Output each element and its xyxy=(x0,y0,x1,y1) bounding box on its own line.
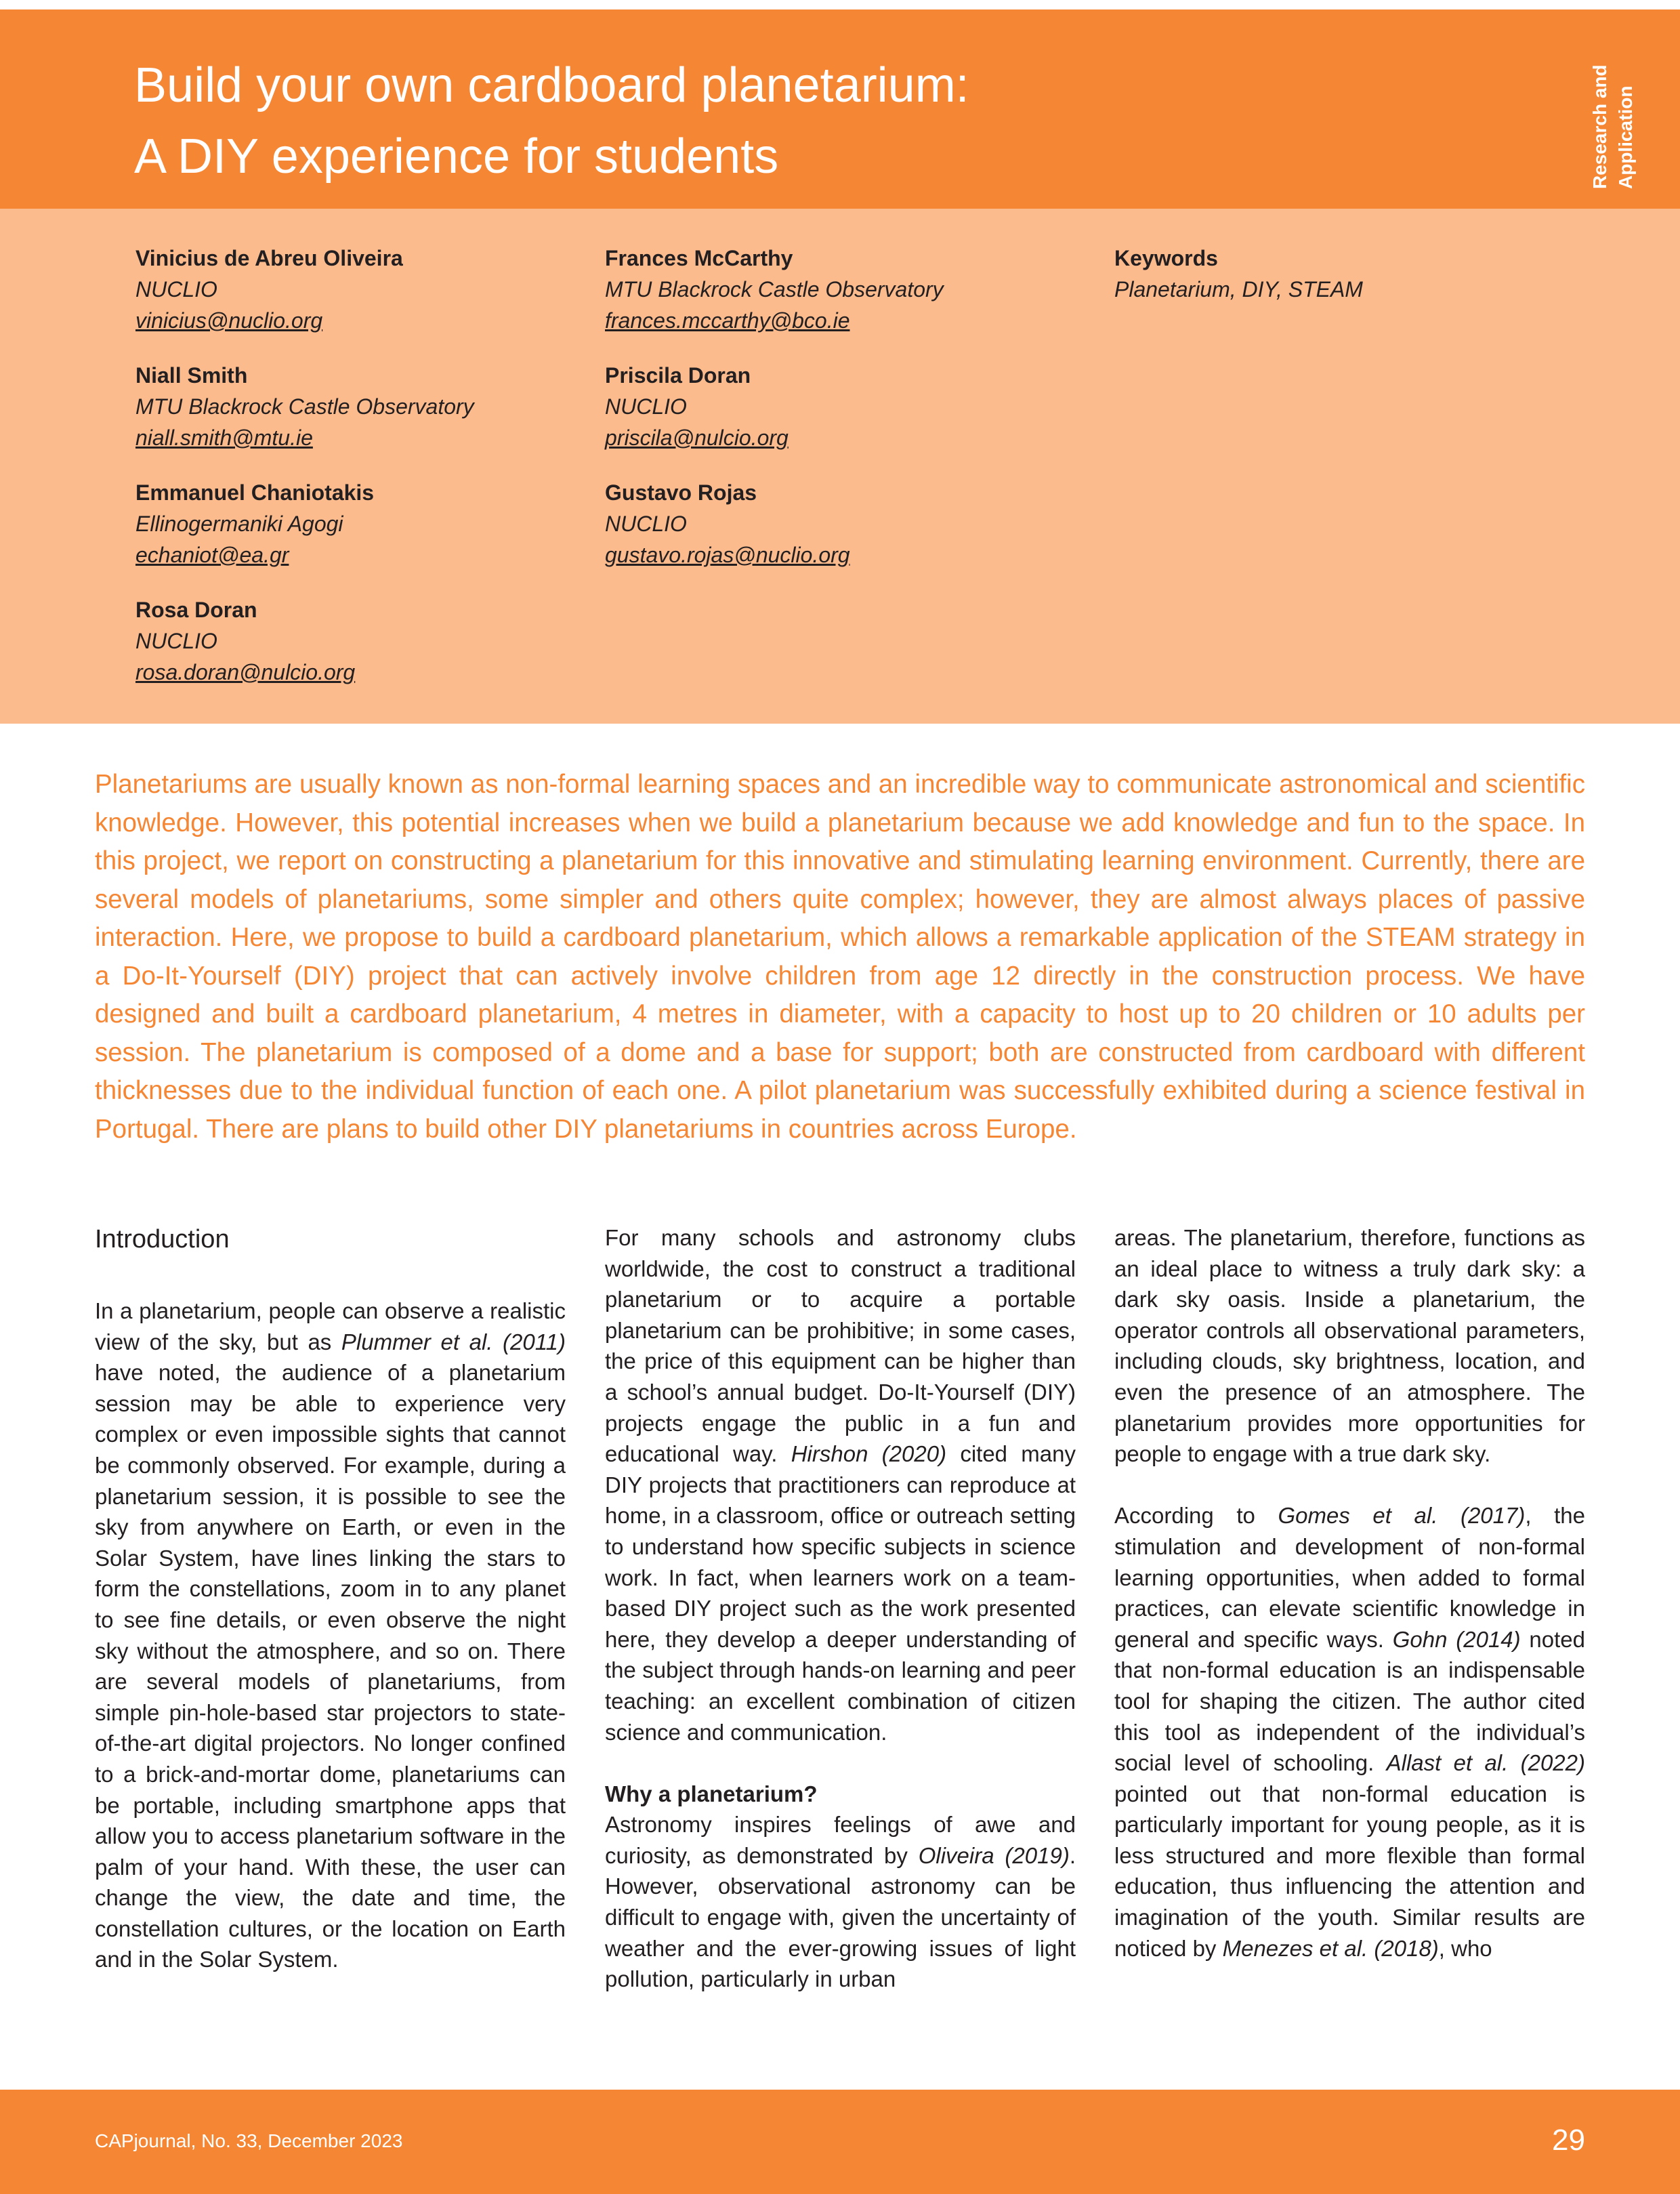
body-paragraph xyxy=(605,1809,1076,1995)
journal-citation: CAPjournal, No. 33, December 2023 xyxy=(95,2130,403,2151)
author-column-1 xyxy=(135,243,474,711)
body-text: According to xyxy=(1114,1503,1278,1529)
author-column-2 xyxy=(605,243,944,594)
author-email-link[interactable]: vinicius@nuclio.org xyxy=(135,308,323,333)
body-column-1 xyxy=(95,1222,566,2006)
section-tag xyxy=(1587,13,1639,189)
author-name: Gustavo Rojas xyxy=(605,480,757,505)
body-column-3 xyxy=(1114,1222,1585,1995)
section-heading-introduction: Introduction xyxy=(95,1225,230,1254)
body-text: , who xyxy=(1438,1935,1492,1961)
body-text: pointed out that non-formal education is particularly important for young people, as it is less structured and more flexible than formal education, thus influencing the attention and imagination of the youth. Similar results are noticed by xyxy=(1114,1781,1585,1961)
citation: Plummer et al. (2011) xyxy=(341,1329,566,1354)
author-affiliation: NUCLIO xyxy=(605,394,687,419)
article-title-line-2: A DIY experience for students xyxy=(134,129,779,184)
body-text: In a planetarium, people can observe a realistic view of the sky, but as xyxy=(95,1298,566,1354)
body-paragraph xyxy=(1114,1500,1585,1964)
author-name: Rosa Doran xyxy=(135,598,257,622)
author-email-link[interactable]: echaniot@ea.gr xyxy=(135,543,289,567)
title-banner xyxy=(0,9,1680,209)
citation: Allast et al. (2022) xyxy=(1386,1750,1586,1776)
author-block xyxy=(0,209,1680,724)
section-tag-line-2: Application xyxy=(1615,85,1636,189)
keywords-column xyxy=(1114,243,1363,329)
author-affiliation: MTU Blackrock Castle Observatory xyxy=(135,394,474,419)
section-tag-line-1: Research and xyxy=(1589,64,1610,189)
author-affiliation: NUCLIO xyxy=(605,512,687,536)
body-text: . However, observational astronomy can be difficult to engage with, given the uncertainty of weather and the ever-growing issues of light pollution, particularly in urban xyxy=(605,1842,1076,1992)
body-column-2 xyxy=(605,1222,1076,2025)
body-text: cited many DIY projects that practitioners can reproduce at home, in a classroom, office or outreach setting to understand how specific subjects in science work. In fact, when learners work on a team-based DIY project such as the work presented here, they develop a deeper understanding of the subject through hands-on learning and peer teaching: an excellent combination of citizen science and communication. xyxy=(605,1441,1076,1745)
body-text: have noted, the audience of a planetarium session may be able to experience very complex or even impossible sights that cannot be commonly observed. For example, during a planetarium session, it is possible to see the sky from anywhere on Earth, or even in the Solar System, have lines linking the stars to form the constellations, zoom in to any planet to see fine details, or even observe the night sky without the atmosphere, and so on. There are several models of planetariums, from simple pin-hole-based star projectors to state-of-the-art digital projectors. No longer confined to a brick-and-mortar dome, planetariums can be portable, including smartphone apps that allow you to access planetarium software in the palm of your hand. With these, the user can change the view, the date and time, the constellation cultures, or the location on Earth and in the Solar System. xyxy=(95,1360,566,1972)
author-affiliation: NUCLIO xyxy=(135,277,217,302)
citation: Gomes et al. (2017) xyxy=(1278,1503,1526,1529)
body-paragraph: areas. The planetarium, therefore, functions as an ideal place to witness a truly dark sky: a dark sky oasis. Inside a planetarium, the operator controls all observational parameters, including clouds, sky brightness, location, and even the presence of an atmosphere. The planetarium provides more opportunities for people to engage with a true dark sky. xyxy=(1114,1225,1585,1467)
author-entry xyxy=(605,243,944,336)
keywords-list: Planetarium, DIY, STEAM xyxy=(1114,277,1363,302)
body-paragraph xyxy=(95,1296,566,1975)
author-affiliation: Ellinogermaniki Agogi xyxy=(135,512,343,536)
author-entry xyxy=(135,477,474,571)
citation: Oliveira (2019) xyxy=(918,1842,1070,1868)
author-name: Priscila Doran xyxy=(605,363,751,388)
author-name: Frances McCarthy xyxy=(605,246,793,270)
author-affiliation: MTU Blackrock Castle Observatory xyxy=(605,277,944,302)
author-entry xyxy=(135,360,474,453)
page-number: 29 xyxy=(1552,2124,1585,2157)
author-email-link[interactable]: niall.smith@mtu.ie xyxy=(135,426,313,450)
author-email-link[interactable]: frances.mccarthy@bco.ie xyxy=(605,308,850,333)
citation: Gohn (2014) xyxy=(1392,1626,1521,1652)
author-name: Vinicius de Abreu Oliveira xyxy=(135,246,403,270)
author-entry xyxy=(135,594,474,688)
top-white-strip xyxy=(0,0,1680,9)
section-heading-why-a-planetarium: Why a planetarium? xyxy=(605,1781,818,1806)
article-title-line-1: Build your own cardboard planetarium: xyxy=(134,58,969,112)
citation: Menezes et al. (2018) xyxy=(1222,1935,1439,1961)
body-paragraph xyxy=(605,1222,1076,1747)
body-text: , the stimulation and development of non-formal learning opportunities, when added to formal practices, can elevate scientific knowledge in general and specific ways. xyxy=(1114,1503,1585,1652)
author-entry xyxy=(605,477,944,571)
page-footer xyxy=(0,2090,1680,2194)
body-text: noted that non-formal education is an indispensable tool for shaping the citizen. The author cited this tool as independent of the individual’s social level of schooling. xyxy=(1114,1626,1585,1776)
abstract: Planetariums are usually known as non-formal learning spaces and an incredible way to communicate astronomical and scientific knowledge. However, this potential increases when we build a planetarium because we add knowledge and fun to the space. In this project, we report on constructing a planetarium for this innovative and stimulating learning environment. Currently, there are several models of planetariums, some simpler and others quite complex; however, they are almost always places of passive interaction. Here, we propose to build a cardboard planetarium, which allows a remarkable application of the STEAM strategy in a Do-It-Yourself (DIY) project that can actively involve children from age 12 directly in the construction process. We have designed and built a cardboard planetarium, 4 metres in diameter, with a capacity to host up to 20 children or 10 adults per session. The planetarium is composed of a dome and a base for support; both are constructed from cardboard with different thicknesses due to the individual function of each one. A pilot planetarium was successfully exhibited during a science festival in Portugal. There are plans to build other DIY planetariums in countries across Europe. xyxy=(95,770,1585,1144)
author-affiliation: NUCLIO xyxy=(135,629,217,653)
article-title xyxy=(134,50,1489,192)
keywords-label: Keywords xyxy=(1114,246,1218,270)
author-email-link[interactable]: rosa.doran@nulcio.org xyxy=(135,660,356,684)
author-email-link[interactable]: priscila@nulcio.org xyxy=(605,426,789,450)
author-entry xyxy=(135,243,474,336)
body-text: For many schools and astronomy clubs worldwide, the cost to construct a traditional planetarium or to acquire a portable planetarium can be prohibitive; in some cases, the price of this equipment can be higher than a school’s annual budget. Do-It-Yourself (DIY) projects engage the public in a fun and educational way. xyxy=(605,1225,1076,1467)
author-name: Niall Smith xyxy=(135,363,248,388)
author-name: Emmanuel Chaniotakis xyxy=(135,480,375,505)
keywords-block xyxy=(1114,243,1363,305)
body-text: Astronomy inspires feelings of awe and curiosity, as demonstrated by xyxy=(605,1812,1076,1868)
citation: Hirshon (2020) xyxy=(791,1441,947,1467)
author-entry xyxy=(605,360,944,453)
author-email-link[interactable]: gustavo.rojas@nuclio.org xyxy=(605,543,850,567)
